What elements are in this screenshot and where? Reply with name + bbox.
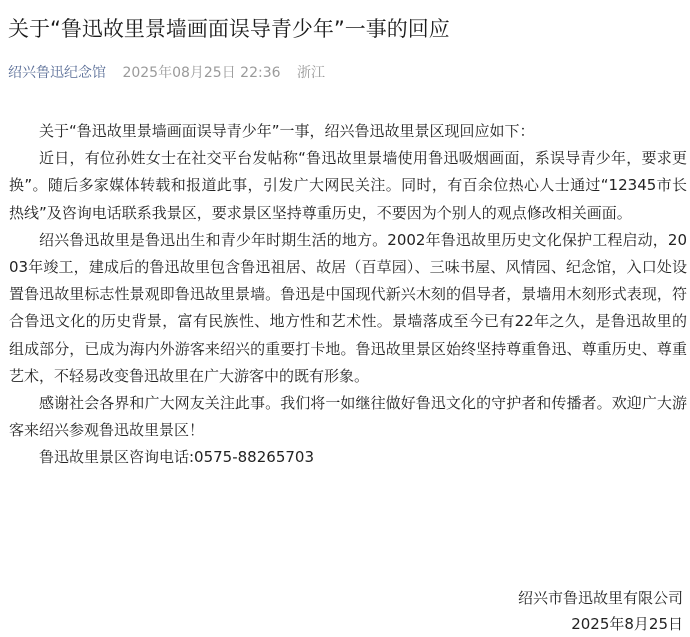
article-title: 关于“鲁迅故里景墙画面误导青少年”一事的回应 [8, 17, 450, 41]
paragraph-background: 近日，有位孙姓女士在社交平台发帖称“鲁迅故里景墙使用鲁迅吸烟画面，系误导青少年，要求更换”。随后多家媒体转载和报道此事，引发广大网民关注。同时，有百余位热心人士通过“12345市长热线”及咨询电话联系我景区，要求景区坚持尊重历史，不要因为个别人的观点修改相关画面。 [9, 149, 687, 222]
paragraph-history: 绍兴鲁迅故里是鲁迅出生和青少年时期生活的地方。2002年鲁迅故里历史文化保护工程启动，2003年竣工，建成后的鲁迅故里包含鲁迅祖居、故居（百草园）、三味书屋、风情园、纪念馆，入口处设置鲁迅故里标志性景观即鲁迅故里景墙。鲁迅是中国现代新兴木刻的倡导者，景墙用木刻形式表现，符合鲁迅文化的历史背景，富有民族性、地方性和艺术性。景墙落成至今已有22年之久，是鲁迅故里的组成部分，已成为海内外游客来绍兴的重要打卡地。鲁迅故里景区始终坚持尊重鲁迅、尊重历史、尊重艺术，不轻易改变鲁迅故里在广大游客中的既有形象。 [9, 230, 687, 385]
signoff-org: 绍兴市鲁迅故里有限公司 [517, 589, 683, 607]
author-link[interactable]: 绍兴鲁迅纪念馆 [8, 65, 106, 81]
article-body [9, 118, 687, 472]
publish-location: 浙江 [296, 65, 325, 81]
signoff-date: 2025年8月25日 [571, 615, 683, 633]
publish-datetime: 2025年08月25日 22:36 [122, 65, 281, 81]
article-meta [8, 62, 325, 84]
signoff [518, 585, 683, 637]
paragraph-intro: 关于“鲁迅故里景墙画面误导青少年”一事，绍兴鲁迅故里景区现回应如下： [39, 122, 535, 140]
paragraph-hotline: 鲁迅故里景区咨询电话:0575-88265703 [39, 448, 314, 467]
paragraph-thanks: 感谢社会各界和广大网友关注此事。我们将一如继往做好鲁迅文化的守护者和传播者。欢迎广大游客来绍兴参观鲁迅故里景区！ [9, 394, 687, 440]
